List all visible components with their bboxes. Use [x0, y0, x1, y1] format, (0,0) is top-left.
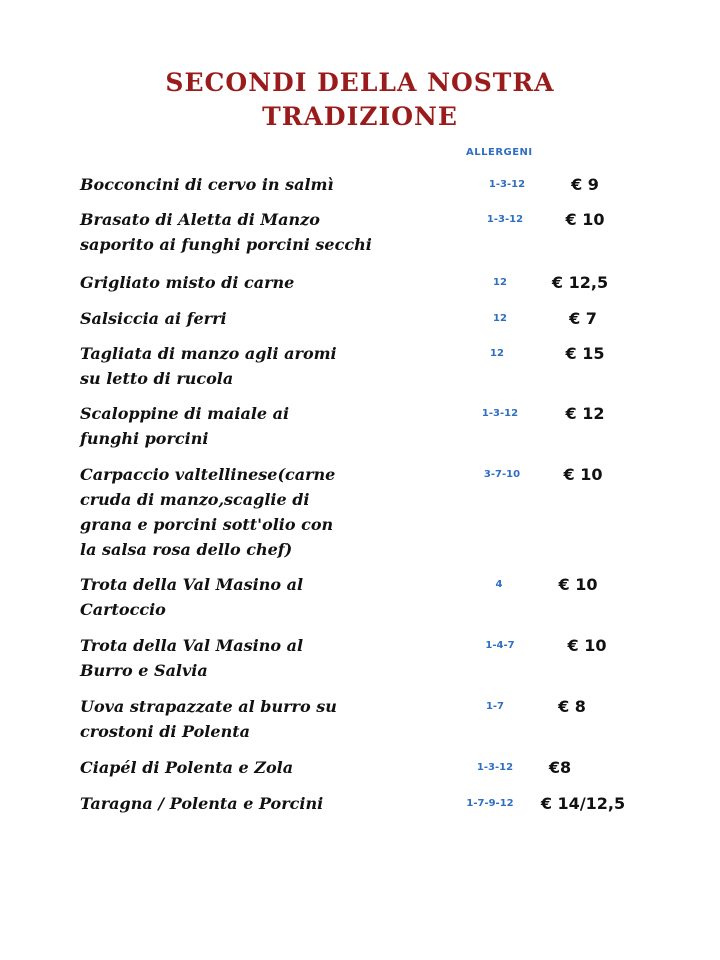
item-price: € 15: [565, 344, 605, 363]
item-price: € 10: [565, 210, 605, 229]
item-name: Salsiccia ai ferri: [80, 309, 227, 328]
page-title-line-2: TRADIZIONE: [262, 102, 458, 131]
item-price: € 14/12,5: [540, 794, 626, 813]
item-allergens: 12: [493, 277, 507, 288]
item-name: Scaloppine di maiale ai funghi porcini: [80, 404, 290, 448]
allergens-header: ALLERGENI: [466, 147, 533, 158]
item-allergens: 1-4-7: [485, 640, 515, 651]
item-name: Tagliata di manzo agli aromi su letto di rucola: [80, 344, 337, 388]
item-price: € 9: [571, 175, 599, 194]
item-name: Grigliato misto di carne: [80, 273, 295, 292]
item-allergens: 1-7-9-12: [466, 798, 514, 809]
page-title-line-1: SECONDI DELLA NOSTRA: [165, 68, 555, 97]
item-allergens: 3-7-10: [483, 469, 521, 480]
item-name: Trota della Val Masino al Burro e Salvia: [80, 636, 304, 680]
item-allergens: 1-7: [485, 701, 505, 712]
item-price: € 10: [558, 575, 598, 594]
page-title: [0, 66, 720, 134]
item-price: € 8: [558, 697, 586, 716]
item-price: € 12,5: [551, 273, 609, 292]
item-name: Taragna / Polenta e Porcini: [80, 794, 324, 813]
item-allergens: 4: [495, 579, 503, 590]
item-allergens: 12: [490, 348, 504, 359]
item-allergens: 1-3-12: [476, 762, 514, 773]
item-name: Brasato di Aletta di Manzo saporito ai funghi porcini secchi: [80, 210, 372, 254]
item-name: Trota della Val Masino al Cartoccio: [80, 575, 304, 619]
item-allergens: 1-3-12: [486, 214, 524, 225]
item-name: Carpaccio valtellinese(carne cruda di manzo,scaglie di grana e porcini sott'olio con la salsa rosa dello chef): [80, 465, 336, 559]
item-price: € 10: [563, 465, 603, 484]
item-price: € 12: [565, 404, 605, 423]
item-name: Uova strapazzate al burro su crostoni di Polenta: [80, 697, 337, 741]
item-name: Bocconcini di cervo in salmì: [80, 175, 334, 194]
item-allergens: 1-3-12: [488, 179, 526, 190]
item-allergens: 1-3-12: [481, 408, 519, 419]
item-price: € 10: [567, 636, 607, 655]
item-price: €8: [548, 758, 572, 777]
item-price: € 7: [569, 309, 597, 328]
item-allergens: 12: [493, 313, 507, 324]
item-name: Ciapél di Polenta e Zola: [80, 758, 294, 777]
